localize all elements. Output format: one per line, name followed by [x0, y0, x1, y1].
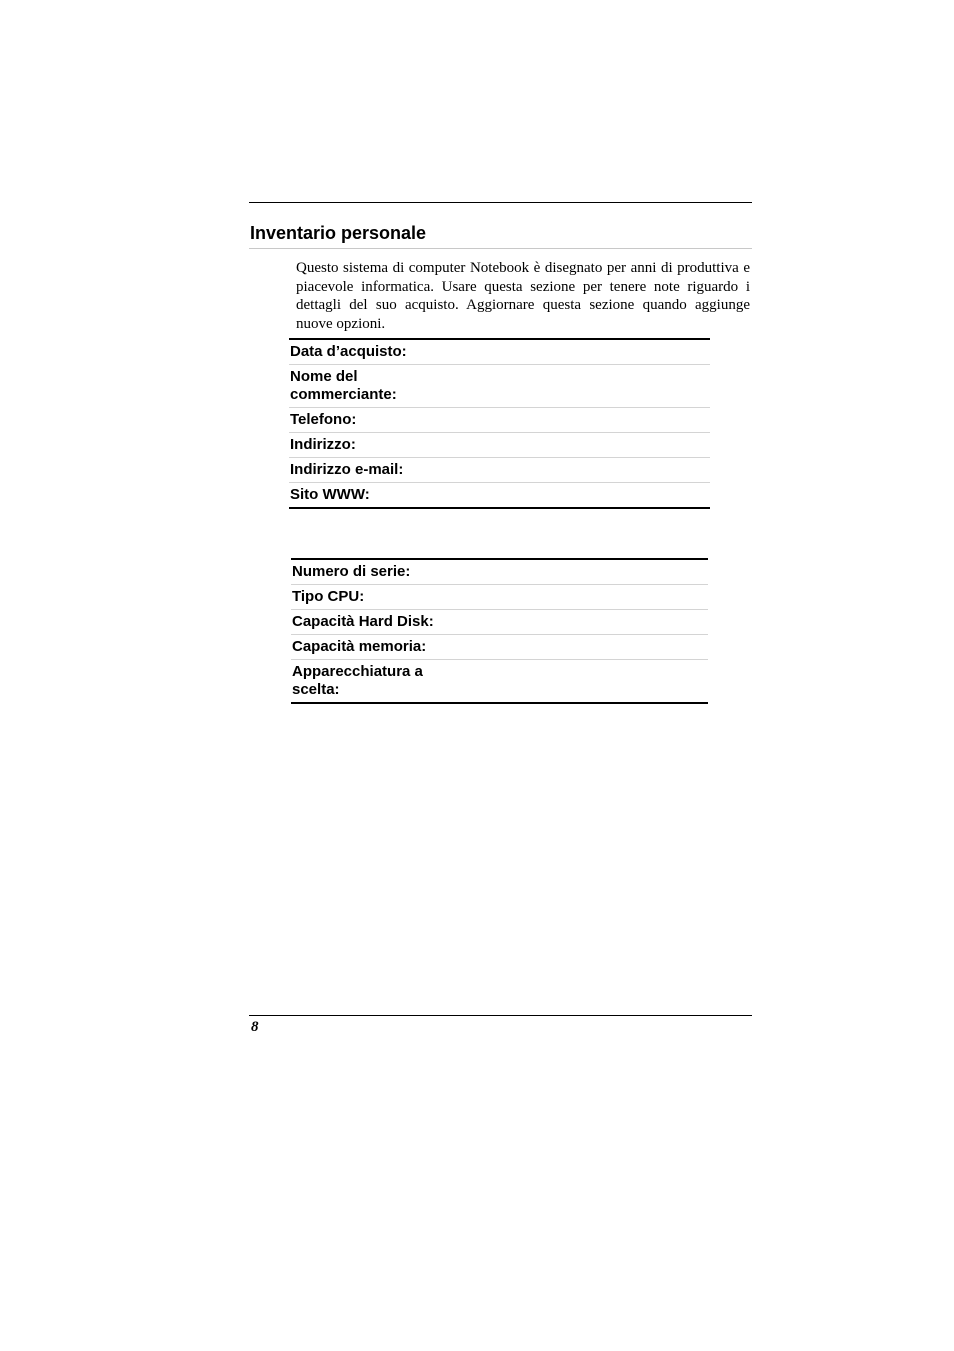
- table-row: [289, 365, 710, 408]
- row-value-dealer-name: [451, 365, 710, 408]
- footer-rule: [249, 1015, 752, 1016]
- title-underline: [249, 248, 752, 249]
- table-row: [291, 585, 708, 610]
- page-number: 8: [251, 1019, 259, 1035]
- table-row: [291, 559, 708, 585]
- section-title: Inventario personale: [250, 223, 427, 243]
- row-label-address: Indirizzo:: [289, 433, 451, 458]
- row-label-dealer-name: Nome del commerciante:: [289, 365, 451, 408]
- row-value-email: [451, 458, 710, 483]
- table-row: [289, 433, 710, 458]
- row-value-website: [451, 483, 710, 509]
- row-label-cpu-type: Tipo CPU:: [291, 585, 453, 610]
- table-row: [289, 483, 710, 509]
- row-label-email: Indirizzo e-mail:: [289, 458, 451, 483]
- row-label-hard-disk-capacity: Capacità Hard Disk:: [291, 610, 453, 635]
- row-value-hard-disk-capacity: [453, 610, 708, 635]
- row-value-optional-equipment: [453, 660, 708, 704]
- row-value-cpu-type: [453, 585, 708, 610]
- intro-paragraph: Questo sistema di computer Notebook è disegnato per anni di produttiva e piacevole informatica. Usare questa sezione per tenere note riguardo i dettagli del suo acquisto. Aggiornare questa sezione quando aggiunge nuove opzioni.: [296, 260, 750, 332]
- row-value-phone: [451, 408, 710, 433]
- row-value-purchase-date: [451, 339, 710, 365]
- row-label-memory-capacity: Capacità memoria:: [291, 635, 453, 660]
- row-value-memory-capacity: [453, 635, 708, 660]
- table-row: [289, 339, 710, 365]
- row-value-address: [451, 433, 710, 458]
- row-label-website: Sito WWW:: [289, 483, 451, 509]
- table-row: [289, 408, 710, 433]
- table-row: [291, 635, 708, 660]
- row-label-optional-equipment: Apparecchiatura a scelta:: [291, 660, 453, 704]
- row-label-purchase-date: Data d’acquisto:: [289, 339, 451, 365]
- row-label-serial-number: Numero di serie:: [291, 559, 453, 585]
- row-value-serial-number: [453, 559, 708, 585]
- system-info-table: [291, 558, 708, 704]
- purchase-info-table: [289, 338, 710, 509]
- table-row: [291, 660, 708, 704]
- top-rule: [249, 202, 752, 203]
- table-row: [289, 458, 710, 483]
- row-label-phone: Telefono:: [289, 408, 451, 433]
- table-row: [291, 610, 708, 635]
